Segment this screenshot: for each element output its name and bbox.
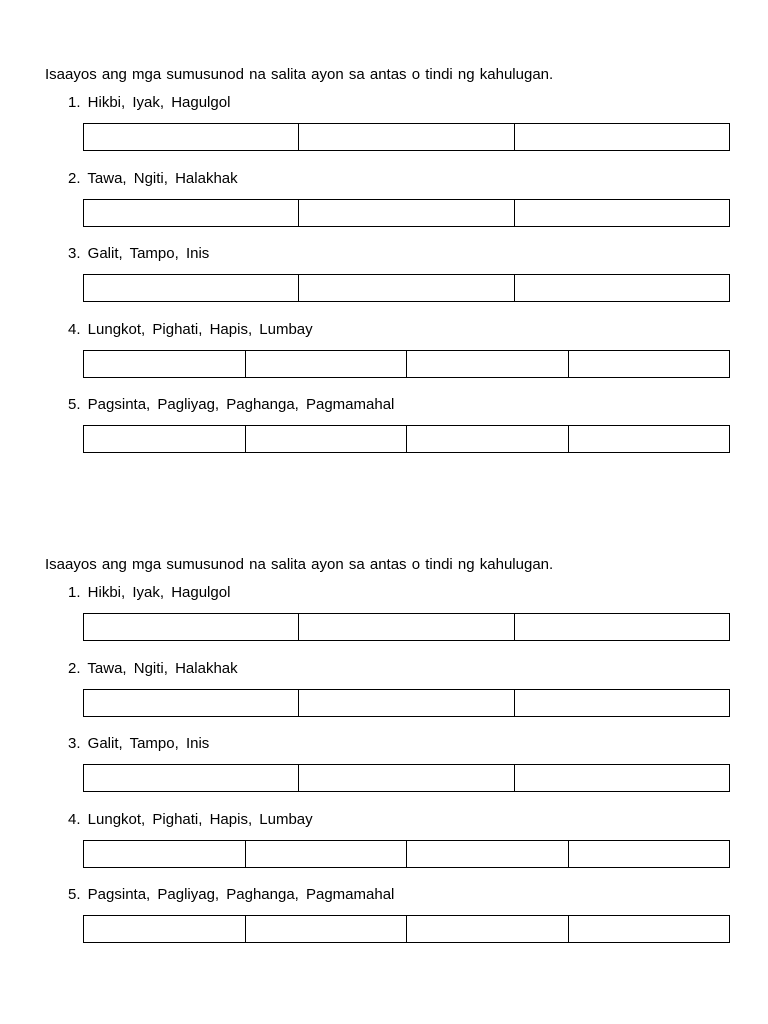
item-word-list: 3. Galit, Tampo, Inis	[68, 245, 210, 262]
answer-blank[interactable]	[299, 614, 514, 640]
answer-blank[interactable]	[299, 124, 514, 150]
answer-blank[interactable]	[84, 614, 299, 640]
item-word-list: 5. Pagsinta, Pagliyag, Paghanga, Pagmamahal	[68, 396, 395, 413]
answer-row	[83, 350, 730, 378]
answer-row	[83, 915, 730, 943]
answer-row	[83, 764, 730, 792]
item-word-list: 4. Lungkot, Pighati, Hapis, Lumbay	[68, 811, 313, 828]
answer-blank[interactable]	[407, 916, 569, 942]
item-word-list: 1. Hikbi, Iyak, Hagulgol	[68, 94, 231, 111]
answer-blank[interactable]	[84, 124, 299, 150]
answer-row	[83, 613, 730, 641]
answer-row	[83, 425, 730, 453]
item-word-list: 3. Galit, Tampo, Inis	[68, 735, 210, 752]
answer-blank[interactable]	[407, 841, 569, 867]
answer-blank[interactable]	[299, 765, 514, 791]
answer-blank[interactable]	[84, 765, 299, 791]
answer-blank[interactable]	[84, 351, 246, 377]
answer-blank[interactable]	[515, 200, 729, 226]
instruction-text: Isaayos ang mga sumusunod na salita ayon sa antas o tindi ng kahulugan.	[45, 556, 554, 573]
answer-blank[interactable]	[407, 426, 569, 452]
answer-blank[interactable]	[569, 426, 730, 452]
answer-blank[interactable]	[84, 275, 299, 301]
answer-blank[interactable]	[246, 916, 408, 942]
answer-blank[interactable]	[299, 275, 514, 301]
item-word-list: 5. Pagsinta, Pagliyag, Paghanga, Pagmamahal	[68, 886, 395, 903]
answer-row	[83, 199, 730, 227]
answer-blank[interactable]	[246, 841, 408, 867]
answer-blank[interactable]	[569, 916, 730, 942]
answer-blank[interactable]	[569, 351, 730, 377]
answer-blank[interactable]	[299, 200, 514, 226]
answer-blank[interactable]	[246, 351, 408, 377]
answer-row	[83, 274, 730, 302]
item-word-list: 1. Hikbi, Iyak, Hagulgol	[68, 584, 231, 601]
answer-blank[interactable]	[84, 916, 246, 942]
answer-row	[83, 840, 730, 868]
item-word-list: 2. Tawa, Ngiti, Halakhak	[68, 170, 238, 187]
answer-blank[interactable]	[569, 841, 730, 867]
answer-blank[interactable]	[84, 200, 299, 226]
answer-blank[interactable]	[515, 690, 729, 716]
item-word-list: 2. Tawa, Ngiti, Halakhak	[68, 660, 238, 677]
answer-blank[interactable]	[515, 765, 729, 791]
answer-blank[interactable]	[84, 426, 246, 452]
instruction-text: Isaayos ang mga sumusunod na salita ayon sa antas o tindi ng kahulugan.	[45, 66, 554, 83]
answer-blank[interactable]	[515, 124, 729, 150]
answer-row	[83, 123, 730, 151]
answer-blank[interactable]	[246, 426, 408, 452]
item-word-list: 4. Lungkot, Pighati, Hapis, Lumbay	[68, 321, 313, 338]
answer-blank[interactable]	[515, 275, 729, 301]
answer-blank[interactable]	[515, 614, 729, 640]
answer-blank[interactable]	[84, 841, 246, 867]
answer-blank[interactable]	[84, 690, 299, 716]
answer-row	[83, 689, 730, 717]
answer-blank[interactable]	[299, 690, 514, 716]
answer-blank[interactable]	[407, 351, 569, 377]
